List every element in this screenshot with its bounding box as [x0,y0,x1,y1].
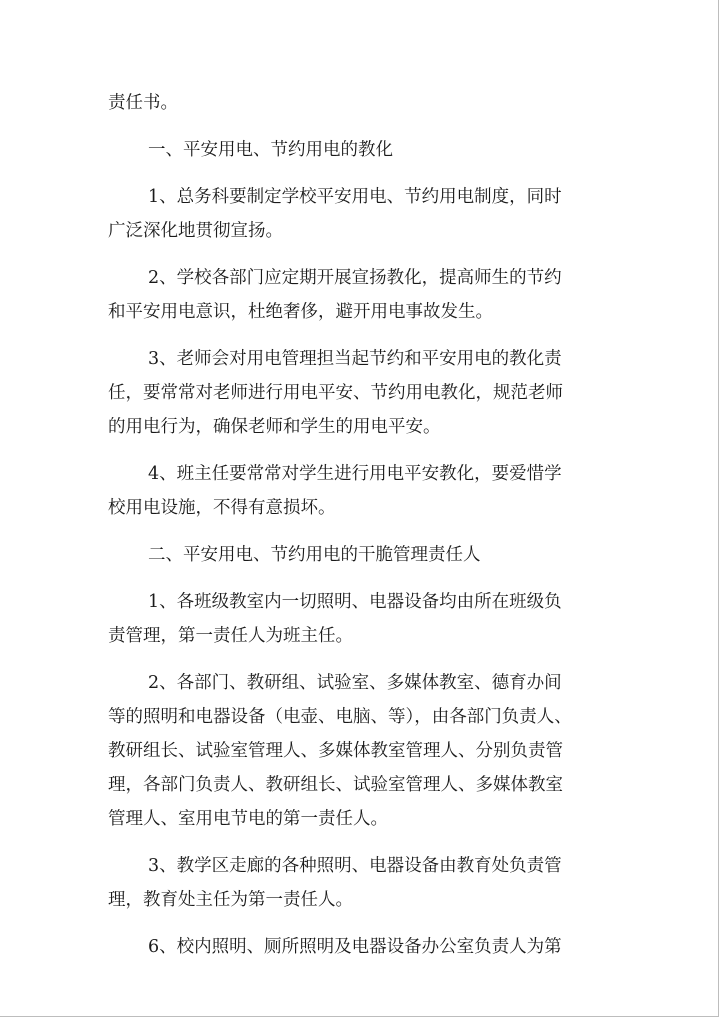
text-line: 理，教育处主任为第一责任人。 [108,890,353,910]
document-body [108,86,628,964]
text-line: 和平安用电意识，杜绝奢侈，避开用电事故发生。 [108,302,493,322]
text-line: 管理人、室用电节电的第一责任人。 [108,809,388,829]
text-line: 4、班主任要常常对学生进行用电平安教化，要爱惜学 [148,464,562,484]
text-line: 6、校内照明、厕所照明及电器设备办公室负责人为第 [148,937,562,957]
text-line: 1、总务科要制定学校平安用电、节约用电制度，同时 [148,187,562,207]
text-line: 2、各部门、教研组、试验室、多媒体教室、德育办间 [148,673,562,693]
text-line: 广泛深化地贯彻宣扬。 [108,221,283,241]
text-line: 校用电设施，不得有意损坏。 [108,498,336,518]
text-line: 责管理，第一责任人为班主任。 [108,626,353,646]
text-line: 2、学校各部门应定期开展宣扬教化，提高师生的节约 [148,268,562,288]
text-line: 的用电行为，确保老师和学生的用电平安。 [108,417,441,437]
text-line: 等的照明和电器设备（电壶、电脑、等），由各部门负责人、 [108,707,572,727]
text-line: 3、教学区走廊的各种照明、电器设备由教育处负责管 [148,856,562,876]
text-line: 理，各部门负责人、教研组长、试验室管理人、多媒体教室 [108,775,563,795]
text-line: 3、老师会对用电管理担当起节约和平安用电的教化责 [148,349,562,369]
section-heading-1: 一、平安用电、节约用电的教化 [148,140,393,160]
text-line: 1、各班级教室内一切照明、电器设备均由所在班级负 [148,592,562,612]
text-line: 任，要常常对老师进行用电平安、节约用电教化，规范老师 [108,383,563,403]
text-line: 教研组长、试验室管理人、多媒体教室管理人、分别负责管 [108,741,563,761]
text-line: 责任书。 [108,93,178,113]
section-heading-2: 二、平安用电、节约用电的干脆管理责任人 [148,545,481,565]
